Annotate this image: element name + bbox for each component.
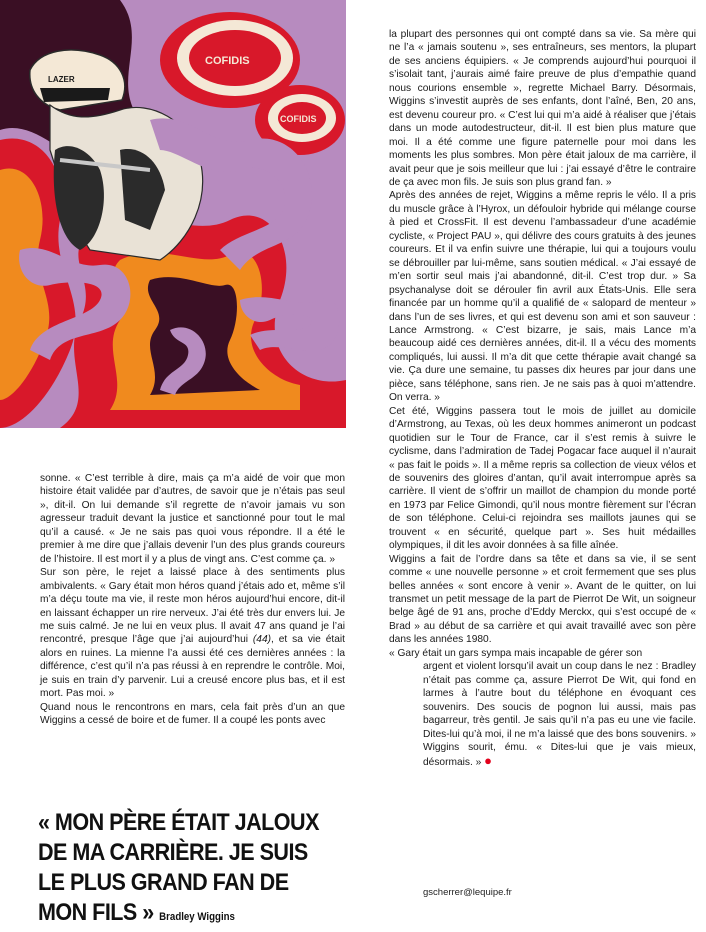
paragraph: la plupart des personnes qui ont compté dans sa vie. Sa mère qui ne l’a « jamais soutenu », ses entraîneurs, ses mentors, la plupart de ses anciens équipiers. « Je comprends aujourd’hui pourquoi il s’isolait tant, j’aurais aimé faire preuve de plus d’empathie quand nous courions ensemble », regrette Michael Barry. Désormais, Wiggins s’investit auprès de ses enfants, dont l’aîné, Ben, 20 ans, est devenu coureur pro. « C’est lui qui m’a aidé à réaliser que j’étais dans un mode autodestructeur, dit-il. Il est bien plus mature que moi. Il a été comme une figure paternelle pour moi dans les moments les plus sombres. Mon père était jaloux de ma carrière, il avait peur que je sois meilleur que lui : j’ai essayé d’être le contraire de ça avec mon fils. Je suis son plus grand fan. » xyxy=(389,29,696,188)
age-aside: (44) xyxy=(252,634,272,646)
paragraph: Après des années de rejet, Wiggins a même repris le vélo. Il a pris du muscle grâce à l’Hyrox, un défouloir hybride qui mélange course à pied et CrossFit. Il est devenu l’ambassadeur d’une académie cycliste, « Project PAU », qui délivre des cours gratuits à des jeunes coureurs. Et il va enfin suivre une thérapie, lui qui a toujours voulu se débrouiller par lui-même, sans soutien médical. « J’ai essayé de m’en sortir seul mais j’ai abandonné, dit-il. C’est trop dur. » Sa psychanalyse doit se dérouler fin avril aux États-Unis. Elle sera financée par un homme qu’il a qualifié de « salopard de menteur » dans l’un de ses livres, et qui est devenu son ami et son sauveur : Lance Armstrong. « C’est bizarre, je sais, mais Lance m’a beaucoup aidé ces dernières années, dit-il. Il a vécu des moments compliqués, lui aussi. Il m’a dit que cette thérapie avait changé sa vie. Ça dure une semaine, tu passes dix heures par jour dans une pièce, sans téléphone, sans rien. Je ne sais pas à quoi m’attendre. On verra. » xyxy=(389,190,696,404)
pull-quote-text: « MON PÈRE ÉTAIT JALOUX DE MA CARRIÈRE. JE SUIS LE PLUS GRAND FAN DE MON FILS » xyxy=(38,809,319,926)
paragraph-text: , et sa vie était alors en ruines. La mienne l’a aussi été ces dernières années : la différence, c’est qu’il n’a pas réussi à en reprendre le contrôle. Moi, je suis en train d’y parvenir. Lui a creusé encore plus bas, et il est mort. Pas moi. » xyxy=(40,634,345,700)
paragraph: sonne. « C’est terrible à dire, mais ça m’a aidé de voir que mon histoire était validée par d’autres, de savoir que je n’étais pas seul », dit-il. On lui demande s’il regrette de n’avoir jamais vu son agresseur traduit devant la justice et sanctionné pour tout le mal qu’il a causé. « Je ne sais pas quoi vous répondre. Il a été le premier à me dire que j’allais devenir l’un des plus grands coureurs de l’histoire. Il est mort il y a plus de vingt ans. C’est comme ça. » xyxy=(40,473,345,565)
helmet-brand-text: LAZER xyxy=(48,75,75,84)
paragraph: Cet été, Wiggins passera tout le mois de juillet au domicile d’Armstrong, au Texas, où les deux hommes animeront un podcast quotidien sur le Tour de France, car il s’est remis à suivre le cyclisme, dans l’admiration de Tadej Pogacar face auquel il n’aurait « pas fait le poids ». Il a même repris sa collection de vieux vélos et de souvenirs des gloires d’antan, qu’il avait interrompue après sa carrière. Il vient de s’offrir un maillot de champion du monde porté en 1973 par Felice Gimondi, qu’il nous montre fièrement sur l’écran de son téléphone. Celui-ci rejoindra ses maillots jaunes qui se trouvent « en sécurité, quelque part ». Ses huit médailles olympiques, il dit les avoir données à sa fille aînée. xyxy=(389,405,696,552)
paragraph: Wiggins a fait de l’ordre dans sa tête et dans sa vie, il se sent comme « une nouvelle personne » et croit fermement que ses plus belles années « sont encore à venir ». Avant de le quitter, on lui transmet un petit message de la part de Pierrot De Wit, un soigneur belge âgé de 91 ans, proche d’Eddy Merckx, qui s’est occupé de « Brad » au début de sa carrière et qui avait travaillé avec son père dans les années 1980. xyxy=(389,553,696,646)
paragraph-text: argent et violent lorsqu’il avait un coup dans le nez : Bradley n’était pas comme ça, assure Pierrot De Wit, qui fond en larmes à l’autre bout du téléphone en évoquant ces souvenirs. Des soucis de pognon lui aussi, mais pas bagarreur, très gentil. Je sais qu’il n’a pas eu une vie facile. Dites-lui qu’à moi, il ne m’a laissé que des bons souvenirs. » Wiggins sourit, ému. « Dites-lui que je vais mieux, désormais. » xyxy=(423,661,696,769)
article-column-right xyxy=(389,28,696,770)
author-email[interactable]: gscherrer@lequipe.fr xyxy=(423,887,512,898)
end-mark: ● xyxy=(484,753,493,769)
helmet-brand-text: COFIDIS xyxy=(280,114,317,124)
pull-quote-author: Bradley Wiggins xyxy=(159,911,235,923)
paragraph-text: Sur son père, le rejet a laissé place à des sentiments plus ambivalents. « Gary était mon héros quand j’étais ado et, même s’il m’a déçu toute ma vie, il reste mon héros aujourd’hui encore, dit-il en laissant échapper un rire nerveux. J’ai été très dur envers lui. Je me suis calmé. Je ne lui en veux plus. Il avait 47 ans quand je l’ai rencontré, presque l’âge que j’ai aujourd’hui xyxy=(40,567,345,646)
illustration xyxy=(0,0,346,428)
paragraph xyxy=(40,566,345,701)
paragraph: Quand nous le rencontrons en mars, cela fait près d’un an que Wiggins a cessé de boire et de fumer. Il a coupé les ponts avec xyxy=(40,701,345,727)
cyclist-illustration xyxy=(0,0,346,428)
paragraph: « Gary était un gars sympa mais incapable de gérer son xyxy=(389,647,643,659)
pull-quote xyxy=(38,808,337,932)
article-column-left xyxy=(40,472,345,728)
paragraph-indented xyxy=(423,660,696,770)
helmet-brand-text: COFIDIS xyxy=(205,55,250,67)
